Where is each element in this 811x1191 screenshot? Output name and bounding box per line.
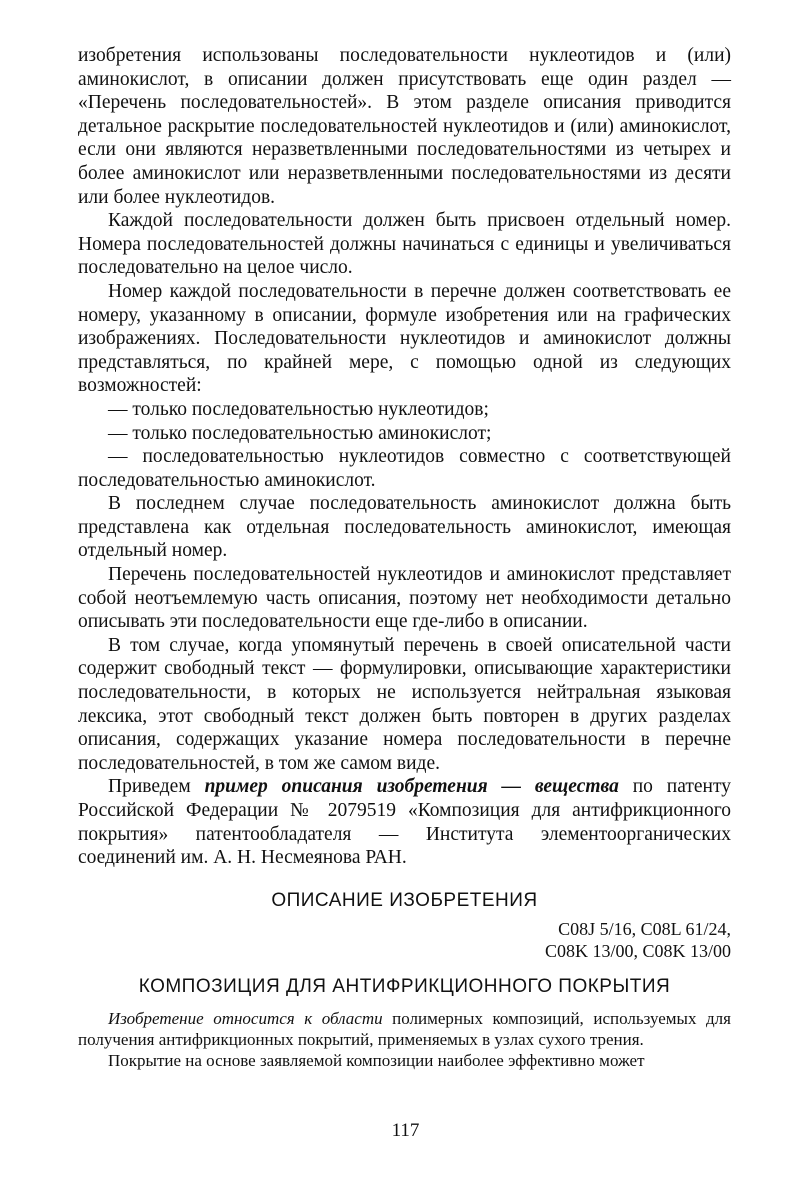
paragraph-free-text: В том случае, когда упомянутый перечень в своей описательной части содержит свободный текст — формулировки, описывающие характеристики последовательности, в которых не используется нейтральная языковая лексика, этот свободный текст должен быть повторен в других разделах описания, содержащих указание номера последовательности в перечне последовательностей, в том же самом виде.	[78, 634, 731, 774]
classification-line-2: C08K 13/00, C08K 13/00	[544, 940, 731, 961]
paragraph-example	[78, 775, 731, 869]
description-text	[78, 1008, 731, 1071]
invention-title: КОМПОЗИЦИЯ ДЛЯ АНТИФРИКЦИОННОГО ПОКРЫТИЯ	[138, 975, 671, 997]
description-paragraph-1	[78, 1008, 731, 1050]
main-text	[78, 44, 731, 870]
classification-line-1: C08J 5/16, C08L 61/24,	[558, 918, 731, 939]
paragraph-representation: Номер каждой последовательности в перечне должен соответствовать ее номеру, указанному в описании, формуле изобретения или на графических изображениях. Последовательности нуклеотидов и аминокислот должны представляться, по крайней мере, с помощью одной из следующих возможностей:	[78, 280, 731, 397]
paragraph-last-case: В последнем случае последовательность аминокислот должна быть представлена как отдельная последовательность аминокислот, имеющая отдельный номер.	[78, 493, 731, 562]
list-item: — только последовательностью аминокислот;	[108, 422, 492, 444]
example-suffix: по патенту Российской Федерации № 2079519 «Композиция для антифрикционного покрытия» патентообладателя — Института элементоорганических соединений им. А. Н. Несмеянова РАН.	[78, 776, 731, 869]
page-number: 117	[391, 1120, 420, 1141]
section-title: ОПИСАНИЕ ИЗОБРЕТЕНИЯ	[271, 889, 538, 911]
list-item: — последовательностью нуклеотидов совместно с соответствующей последовательностью аминокислот.	[78, 446, 731, 491]
example-prefix: Приведем	[108, 776, 205, 798]
paragraph-integral-part: Перечень последовательностей нуклеотидов и аминокислот представляет собой неотъемлемую часть описания, поэтому нет необходимости детально описывать эти последовательности еще где-либо в описании.	[78, 564, 731, 633]
paragraph-numbering: Каждой последовательности должен быть присвоен отдельный номер. Номера последовательностей должны начинаться с единицы и увеличиваться последовательно на целое число.	[78, 210, 731, 279]
description-paragraph-2: Покрытие на основе заявляемой композиции наиболее эффективно может	[108, 1050, 645, 1070]
description-field-italic: Изобретение относится к области	[108, 1008, 383, 1028]
list-item: — только последовательностью нуклеотидов;	[108, 398, 489, 420]
paragraph-sequence-listing: изобретения использованы последовательности нуклеотидов и (или) аминокислот, в описании должен присутствовать еще один раздел — «Перечень последовательностей». В этом разделе описания приводится детальное раскрытие последовательностей нуклеотидов и (или) аминокислот, если они являются неразветвленными последовательностями из четырех и более аминокислот или неразветвленными последовательностями из десяти или более нуклеотидов.	[78, 45, 731, 208]
description-field-rest: полимерных композиций, используемых для получения антифрикционных покрытий, применяемых в узлах сухого трения.	[78, 1008, 731, 1049]
example-emphasis: пример описания изобретения — вещества	[204, 776, 619, 798]
